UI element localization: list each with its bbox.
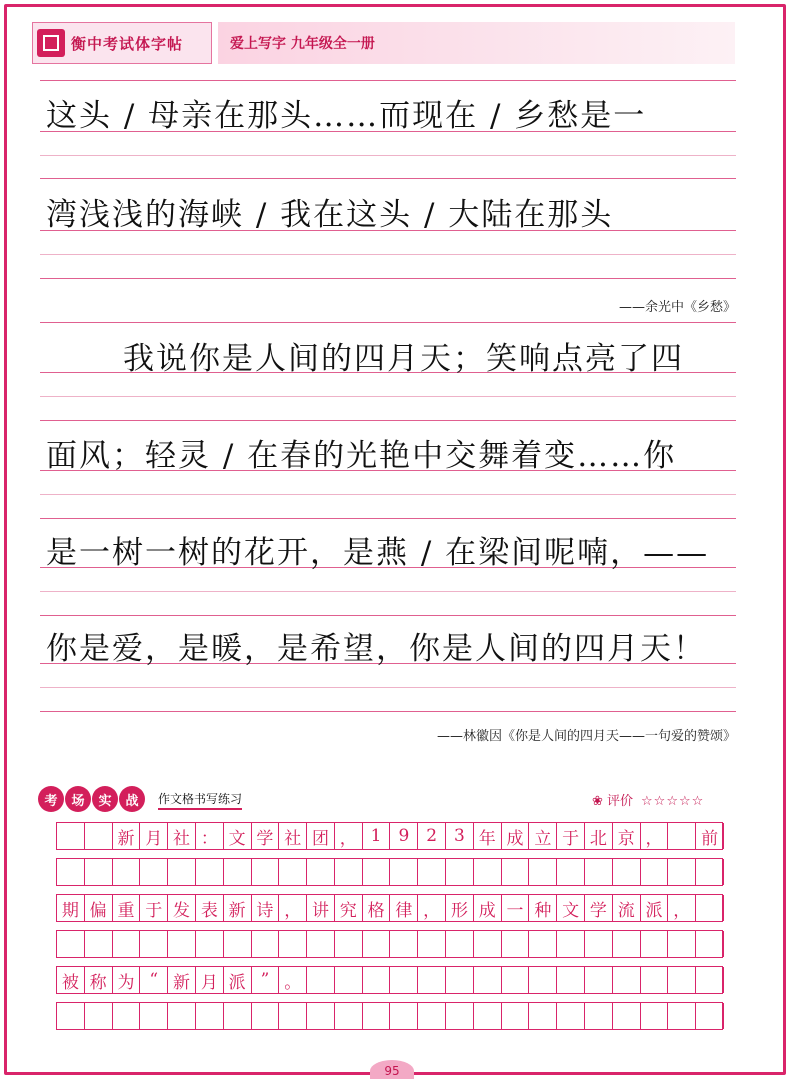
grid-cell — [279, 1003, 307, 1029]
grid-cell — [641, 1003, 669, 1029]
exam-tag-char: 实 — [92, 786, 118, 812]
grid-cell — [668, 823, 696, 849]
grid-cell — [502, 967, 530, 993]
grid-cell: 3 — [446, 823, 474, 849]
grid-cell — [196, 1003, 224, 1029]
exam-section-tag — [38, 786, 146, 814]
grid-cell — [585, 931, 613, 957]
grid-cell: 一 — [502, 895, 530, 921]
grid-cell: 期 — [57, 895, 85, 921]
rule-line — [40, 155, 736, 156]
grid-cell: 于 — [557, 823, 585, 849]
poem-line-2: 湾浅浅的海峡 / 我在这头 / 大陆在那头 — [46, 197, 614, 233]
grid-cell — [696, 931, 724, 957]
grid-cell: 学 — [585, 895, 613, 921]
grid-cell — [307, 967, 335, 993]
grid-cell — [613, 859, 641, 885]
grid-cell — [307, 859, 335, 885]
grid-cell — [224, 1003, 252, 1029]
grid-cell: 重 — [113, 895, 141, 921]
grid-cell — [446, 931, 474, 957]
poem-line-3: 我说你是人间的四月天；笑响点亮了四 — [90, 341, 684, 377]
grid-cell: 派 — [224, 967, 252, 993]
grid-cell — [585, 859, 613, 885]
rule-line — [40, 518, 736, 519]
grid-cell — [641, 967, 669, 993]
grid-cell: 京 — [613, 823, 641, 849]
grid-cell — [335, 1003, 363, 1029]
grid-cell: 月 — [140, 823, 168, 849]
rule-line — [40, 420, 736, 421]
grid-cell — [113, 859, 141, 885]
poem-line-4: 面风；轻灵 / 在春的光艳中交舞着变……你 — [46, 438, 677, 474]
grid-cell: 社 — [168, 823, 196, 849]
grid-cell: 文 — [224, 823, 252, 849]
grid-cell — [196, 931, 224, 957]
grid-cell: 种 — [529, 895, 557, 921]
grid-cell: 新 — [113, 823, 141, 849]
exam-tag-char: 场 — [65, 786, 91, 812]
grid-cell — [668, 967, 696, 993]
grid-cell — [474, 1003, 502, 1029]
grid-cell: 被 — [57, 967, 85, 993]
grid-cell — [613, 967, 641, 993]
grid-cell — [140, 859, 168, 885]
book-title-bar — [218, 22, 735, 64]
grid-cell — [529, 931, 557, 957]
page-header — [32, 22, 735, 64]
grid-cell — [307, 931, 335, 957]
grid-row — [56, 822, 723, 850]
grid-cell — [668, 931, 696, 957]
grid-cell — [140, 1003, 168, 1029]
grid-cell: 流 — [613, 895, 641, 921]
grid-cell — [391, 1003, 419, 1029]
grid-blank-row — [56, 858, 723, 886]
rating-label: ❀ 评价 — [592, 794, 634, 809]
grid-cell — [391, 859, 419, 885]
grid-cell — [252, 859, 280, 885]
grid-cell: 成 — [502, 823, 530, 849]
poem-line-5: 是一树一树的花开，是燕 / 在梁间呢喃，—— — [46, 535, 710, 571]
grid-cell: ： — [196, 823, 224, 849]
grid-cell — [474, 859, 502, 885]
grid-cell: 立 — [529, 823, 557, 849]
grid-cell: ， — [418, 895, 446, 921]
grid-row — [56, 894, 723, 922]
grid-cell: 月 — [196, 967, 224, 993]
grid-cell — [529, 859, 557, 885]
rule-line — [40, 322, 736, 323]
rule-line — [40, 254, 736, 255]
grid-cell — [168, 859, 196, 885]
grid-cell: 9 — [391, 823, 419, 849]
grid-cell — [57, 1003, 85, 1029]
grid-cell: 诗 — [252, 895, 280, 921]
grid-cell — [391, 931, 419, 957]
grid-cell — [363, 1003, 391, 1029]
grid-cell — [335, 931, 363, 957]
grid-cell — [363, 967, 391, 993]
grid-cell — [85, 859, 113, 885]
grid-cell: 新 — [224, 895, 252, 921]
grid-cell — [641, 931, 669, 957]
grid-cell: 2 — [418, 823, 446, 849]
poem-attribution-1: ——余光中《乡愁》 — [618, 300, 736, 315]
grid-cell — [335, 967, 363, 993]
grid-cell — [446, 967, 474, 993]
grid-cell — [502, 931, 530, 957]
grid-cell — [196, 859, 224, 885]
grid-cell — [113, 931, 141, 957]
poem-line-6: 你是爱，是暖，是希望，你是人间的四月天！ — [46, 631, 706, 667]
grid-cell — [502, 1003, 530, 1029]
grid-cell — [557, 967, 585, 993]
rule-line — [40, 278, 736, 279]
exam-subtitle: 作文格书写练习 — [158, 790, 242, 810]
grid-cell — [252, 1003, 280, 1029]
grid-cell — [57, 931, 85, 957]
grid-cell: 于 — [140, 895, 168, 921]
grid-cell: 团 — [307, 823, 335, 849]
grid-cell: ， — [279, 895, 307, 921]
rule-line — [40, 80, 736, 81]
grid-cell — [418, 859, 446, 885]
grid-cell: “ — [140, 967, 168, 993]
seal-logo-icon — [37, 29, 65, 57]
grid-cell — [224, 931, 252, 957]
grid-cell: 偏 — [85, 895, 113, 921]
rule-line — [40, 396, 736, 397]
grid-cell — [613, 931, 641, 957]
grid-cell: ， — [335, 823, 363, 849]
grid-cell — [363, 931, 391, 957]
rule-line — [40, 687, 736, 688]
grid-cell — [557, 1003, 585, 1029]
grid-cell — [57, 823, 85, 849]
grid-cell — [140, 931, 168, 957]
grid-cell — [502, 859, 530, 885]
grid-cell: 1 — [363, 823, 391, 849]
grid-cell: 讲 — [307, 895, 335, 921]
grid-cell: 新 — [168, 967, 196, 993]
grid-cell — [418, 1003, 446, 1029]
rule-line — [40, 178, 736, 179]
grid-cell: 社 — [279, 823, 307, 849]
grid-cell: 格 — [363, 895, 391, 921]
grid-cell — [585, 1003, 613, 1029]
grid-cell — [446, 1003, 474, 1029]
grid-cell — [696, 895, 724, 921]
grid-cell — [335, 859, 363, 885]
grid-cell — [696, 1003, 724, 1029]
poem-line-1: 这头 / 母亲在那头……而现在 / 乡愁是一 — [46, 98, 647, 134]
grid-cell: 文 — [557, 895, 585, 921]
grid-cell — [641, 859, 669, 885]
grid-cell: 称 — [85, 967, 113, 993]
rule-line — [40, 711, 736, 712]
grid-cell: 年 — [474, 823, 502, 849]
grid-cell — [668, 859, 696, 885]
rule-line — [40, 615, 736, 616]
grid-blank-row — [56, 930, 723, 958]
grid-cell — [307, 1003, 335, 1029]
rule-line — [40, 494, 736, 495]
grid-cell: 。 — [279, 967, 307, 993]
grid-cell — [224, 859, 252, 885]
grid-cell — [168, 1003, 196, 1029]
grid-cell — [85, 1003, 113, 1029]
rule-line — [40, 591, 736, 592]
grid-blank-row — [56, 1002, 723, 1030]
rating — [592, 790, 704, 809]
grid-cell: ， — [641, 823, 669, 849]
grid-cell: 学 — [252, 823, 280, 849]
grid-cell — [557, 931, 585, 957]
grid-cell — [391, 967, 419, 993]
brand-box — [32, 22, 212, 64]
grid-cell — [446, 859, 474, 885]
grid-cell — [57, 859, 85, 885]
brand-title: 衡中考试体字帖 — [71, 35, 184, 53]
grid-cell — [113, 1003, 141, 1029]
grid-cell — [474, 931, 502, 957]
grid-cell — [168, 931, 196, 957]
book-title: 爱上写字 九年级全一册 — [230, 36, 375, 52]
grid-cell: 表 — [196, 895, 224, 921]
page-number: 95 — [370, 1060, 414, 1079]
grid-cell: 发 — [168, 895, 196, 921]
grid-cell — [529, 967, 557, 993]
grid-cell — [279, 931, 307, 957]
grid-cell — [85, 931, 113, 957]
grid-cell: 前 — [696, 823, 724, 849]
grid-cell — [279, 859, 307, 885]
poem-attribution-2: ——林徽因《你是人间的四月天——一句爱的赞颂》 — [436, 729, 736, 744]
grid-cell — [585, 967, 613, 993]
exam-tag-char: 考 — [38, 786, 64, 812]
grid-cell: 究 — [335, 895, 363, 921]
grid-cell — [696, 859, 724, 885]
grid-cell: 形 — [446, 895, 474, 921]
grid-cell: 为 — [113, 967, 141, 993]
grid-cell — [696, 967, 724, 993]
rating-stars-icon: ☆☆☆☆☆ — [641, 794, 705, 809]
grid-cell: 成 — [474, 895, 502, 921]
grid-cell — [474, 967, 502, 993]
grid-cell — [418, 967, 446, 993]
grid-cell: ” — [252, 967, 280, 993]
grid-cell: 派 — [641, 895, 669, 921]
grid-cell — [613, 1003, 641, 1029]
grid-cell — [418, 931, 446, 957]
grid-cell: 北 — [585, 823, 613, 849]
grid-cell: 律 — [391, 895, 419, 921]
grid-cell: ， — [668, 895, 696, 921]
grid-cell — [252, 931, 280, 957]
grid-cell — [668, 1003, 696, 1029]
grid-row — [56, 966, 723, 994]
grid-cell — [557, 859, 585, 885]
grid-cell — [363, 859, 391, 885]
grid-cell — [85, 823, 113, 849]
exam-tag-char: 战 — [119, 786, 145, 812]
grid-cell — [529, 1003, 557, 1029]
